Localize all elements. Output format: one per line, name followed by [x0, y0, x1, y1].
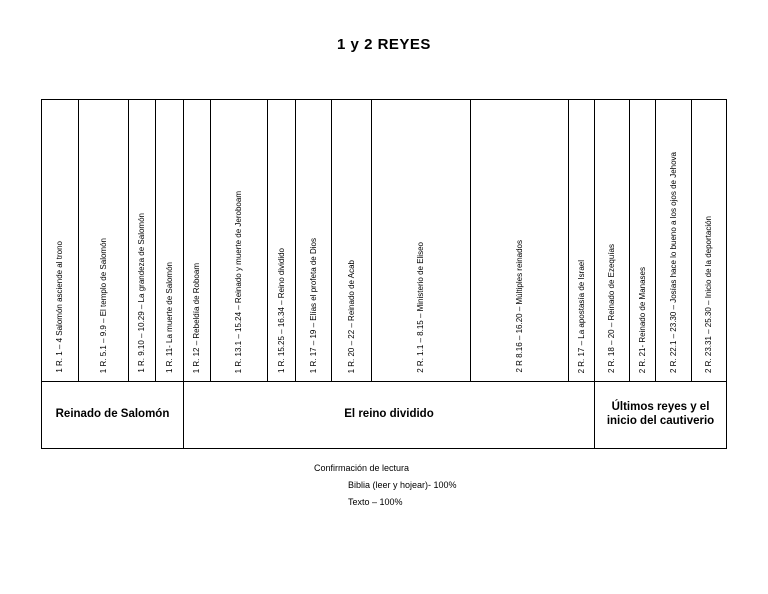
section-label: 1 R. 9.10 – 10.29 – La grandeza de Salomón [137, 213, 146, 373]
section-cell [268, 100, 296, 381]
outline-table [41, 99, 727, 449]
section-cell [630, 100, 656, 381]
section-cell [471, 100, 569, 381]
section-label: 2 R. 22.1 – 23.30 – Josías hace lo bueno a los ojos de Jehova [668, 151, 678, 373]
section-cell [595, 100, 630, 381]
section-cell [129, 100, 156, 381]
reading-text-line: Texto – 100% [348, 497, 403, 507]
section-cell [79, 100, 129, 381]
section-label: 1 R. 20 – 22 – Reinado de Acab [346, 259, 356, 373]
group-reino-dividido: El reino dividido [184, 381, 595, 448]
reading-bible-line: Biblia (leer y hojear)- 100% [348, 480, 457, 490]
section-cell [184, 100, 211, 381]
section-label: 2 R. 18 – 20 – Reinado de Ezequías [607, 244, 616, 373]
group-row [42, 381, 726, 448]
section-label: 1 R. 13.1 – 15.24 – Reinado y muerte de Jeroboam [234, 190, 243, 373]
section-label: 2 R. 21- Reinado de Manases [637, 266, 647, 373]
section-cell [296, 100, 332, 381]
section-label: 1 R. 1 – 4 Salomón asciende al trono [55, 241, 64, 373]
section-cell [569, 100, 595, 381]
section-row [42, 100, 726, 382]
section-label: 1 R. 15.25 – 16.34 – Reino dividido [276, 248, 286, 373]
section-label: 1 R. 17 – 19 – Elías el profeta de Dios [308, 237, 318, 373]
section-cell [42, 100, 79, 381]
reading-confirmation-heading: Confirmación de lectura [314, 463, 410, 473]
section-cell [156, 100, 184, 381]
section-label: 2 R. 1.1 – 8.15 – Ministerio de Eliseo [416, 242, 425, 373]
page-title: 1 y 2 REYES [337, 36, 431, 53]
section-label: 1 R. 11- La muerte de Salomón [164, 261, 174, 373]
section-cell [211, 100, 268, 381]
section-label: 2 R. 17 – La apostasía de Israel [576, 259, 586, 373]
section-label: 1 R. 12 – Rebeldía de Roboam [192, 262, 201, 373]
section-cell [332, 100, 372, 381]
section-label: 1 R. 5.1 – 9.9 – El templo de Salomón [98, 237, 108, 373]
section-label: 2 R. 23.31 – 25.30 – Inicio de la deportación [704, 216, 713, 373]
section-cell [656, 100, 692, 381]
group-ultimos-reyes: Últimos reyes y el inicio del cautiverio [606, 400, 715, 427]
section-label: 2 R 8.16 – 16.20 – Múltiples reinados [514, 240, 524, 373]
group-salomon: Reinado de Salomón [42, 381, 184, 448]
section-cell [692, 100, 726, 381]
section-cell [372, 100, 471, 381]
